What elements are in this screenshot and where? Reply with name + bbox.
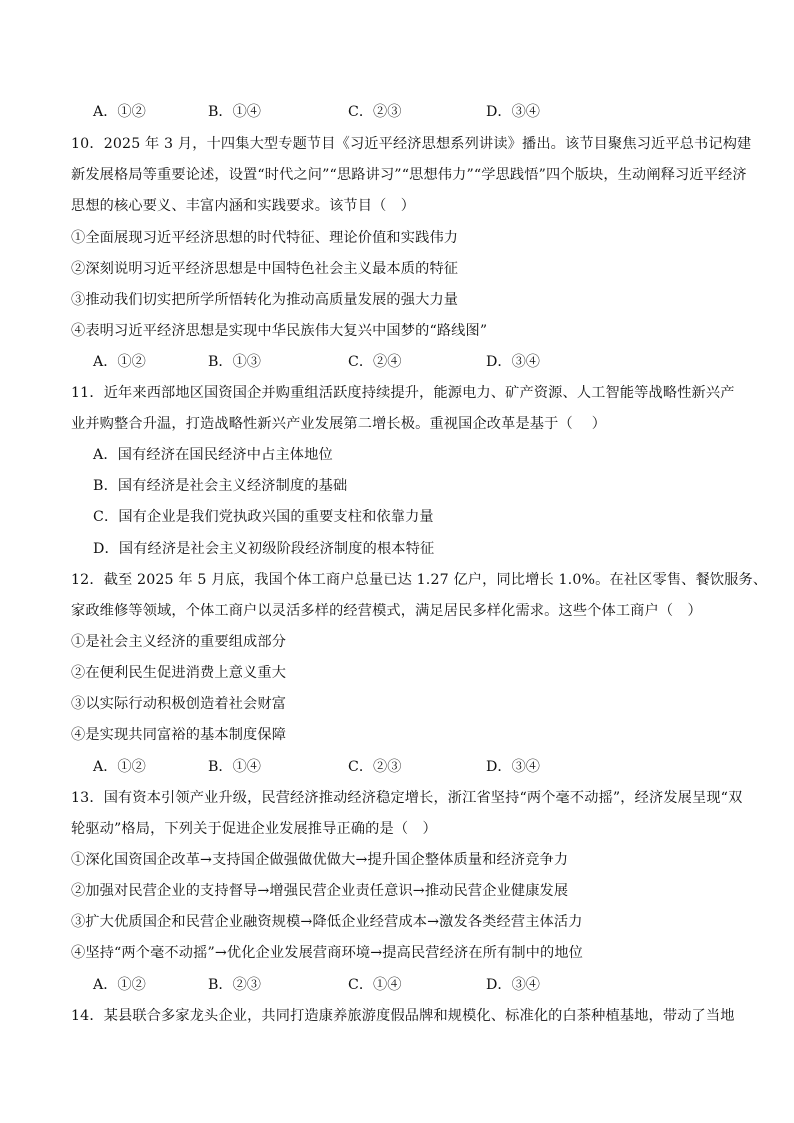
choice-a[interactable]: A．①②: [93, 354, 146, 370]
q14-stem-line-1: 14．某县联合多家龙头企业，共同打造康养旅游度假品牌和规模化、标准化的白茶种植基地，带动了当地: [71, 1008, 735, 1024]
q13-item-2: ②加强对民营企业的支持督导→增强民营企业责任意识→推动民营企业健康发展: [71, 883, 569, 899]
q13-stem-line-2: 轮驱动”格局，下列关于促进企业发展推导正确的是（ ）: [71, 821, 437, 837]
q10-choices: [0, 352, 794, 372]
q12-item-2: ②在便利民生促进消费上意义重大: [71, 665, 287, 681]
q11-option-c[interactable]: C．国有企业是我们党执政兴国的重要支柱和依靠力量: [93, 509, 434, 525]
choice-d[interactable]: D．③④: [486, 759, 540, 775]
q10-item-1: ①全面展现习近平经济思想的时代特征、理论价值和实践伟力: [71, 230, 459, 246]
choice-a[interactable]: A．①②: [93, 104, 146, 120]
q12-item-3: ③以实际行动积极创造着社会财富: [71, 696, 287, 712]
q10-item-3: ③推动我们切实把所学所悟转化为推动高质量发展的强大力量: [71, 292, 459, 308]
q10-stem-line-2: 新发展格局等重要论述，设置“时代之问”“思路讲习”“思想伟力”“学思践悟”四个版块，生动阐释习近平经济: [71, 167, 747, 183]
choice-c[interactable]: C．②③: [348, 759, 402, 775]
q11-option-b[interactable]: B．国有经济是社会主义经济制度的基础: [93, 478, 348, 494]
choice-b[interactable]: B．①③: [208, 354, 261, 370]
choice-c[interactable]: C．①④: [348, 977, 402, 993]
choice-c[interactable]: C．②④: [348, 354, 402, 370]
choice-d[interactable]: D．③④: [486, 354, 540, 370]
q11-option-d[interactable]: D．国有经济是社会主义初级阶段经济制度的根本特征: [93, 541, 435, 557]
q10-item-4: ④表明习近平经济思想是实现中华民族伟大复兴中国梦的“路线图”: [71, 323, 488, 339]
choice-b[interactable]: B．①④: [208, 759, 261, 775]
q13-item-1: ①深化国资国企改革→支持国企做强做优做大→提升国企整体质量和经济竞争力: [71, 852, 569, 868]
q11-stem-line-2: 业并购整合升温，打造战略性新兴产业发展第二增长极。重视国企改革是基于（ ）: [71, 416, 607, 432]
q13-choices: [0, 975, 794, 995]
q10-stem-line-3: 思想的核心要义、丰富内涵和实践要求。该节目（ ）: [71, 198, 416, 214]
q12-item-4: ④是实现共同富裕的基本制度保障: [71, 727, 287, 743]
q10-item-2: ②深刻说明习近平经济思想是中国特色社会主义最本质的特征: [71, 261, 459, 277]
q12-stem-line-1: 12．截至 2025 年 5 月底，我国个体工商户总量已达 1.27 亿户，同比增长 1.0%。在社区零售、餐饮服务、: [71, 572, 768, 588]
q12-item-1: ①是社会主义经济的重要组成部分: [71, 634, 287, 650]
choice-a[interactable]: A．①②: [93, 977, 146, 993]
q10-stem-line-1: 10．2025 年 3 月，十四集大型专题节目《习近平经济思想系列讲读》播出。该节目聚焦习近平总书记构建: [71, 136, 752, 152]
choice-d[interactable]: D．③④: [486, 104, 540, 120]
choice-d[interactable]: D．③④: [486, 977, 540, 993]
choice-a[interactable]: A．①②: [93, 759, 146, 775]
q11-stem-line-1: 11．近年来西部地区国资国企并购重组活跃度持续提升，能源电力、矿产资源、人工智能等战略性新兴产: [71, 385, 735, 401]
q12-choices: [0, 757, 794, 777]
q13-item-4: ④坚持“两个毫不动摇”→优化企业发展营商环境→提高民营经济在所有制中的地位: [71, 945, 584, 961]
q9-choices: [0, 102, 794, 122]
choice-b[interactable]: B．②③: [208, 977, 261, 993]
q12-stem-line-2: 家政维修等领域，个体工商户以灵活多样的经营模式，满足居民多样化需求。这些个体工商户（ ）: [71, 603, 702, 619]
q13-item-3: ③扩大优质国企和民营企业融资规模→降低企业经营成本→激发各类经营主体活力: [71, 914, 583, 930]
choice-c[interactable]: C．②③: [348, 104, 402, 120]
choice-b[interactable]: B．①④: [208, 104, 261, 120]
q11-option-a[interactable]: A．国有经济在国民经济中占主体地位: [93, 447, 333, 463]
q13-stem-line-1: 13．国有资本引领产业升级，民营经济推动经济稳定增长，浙江省坚持“两个毫不动摇”，经济发展呈现“双: [71, 790, 743, 806]
